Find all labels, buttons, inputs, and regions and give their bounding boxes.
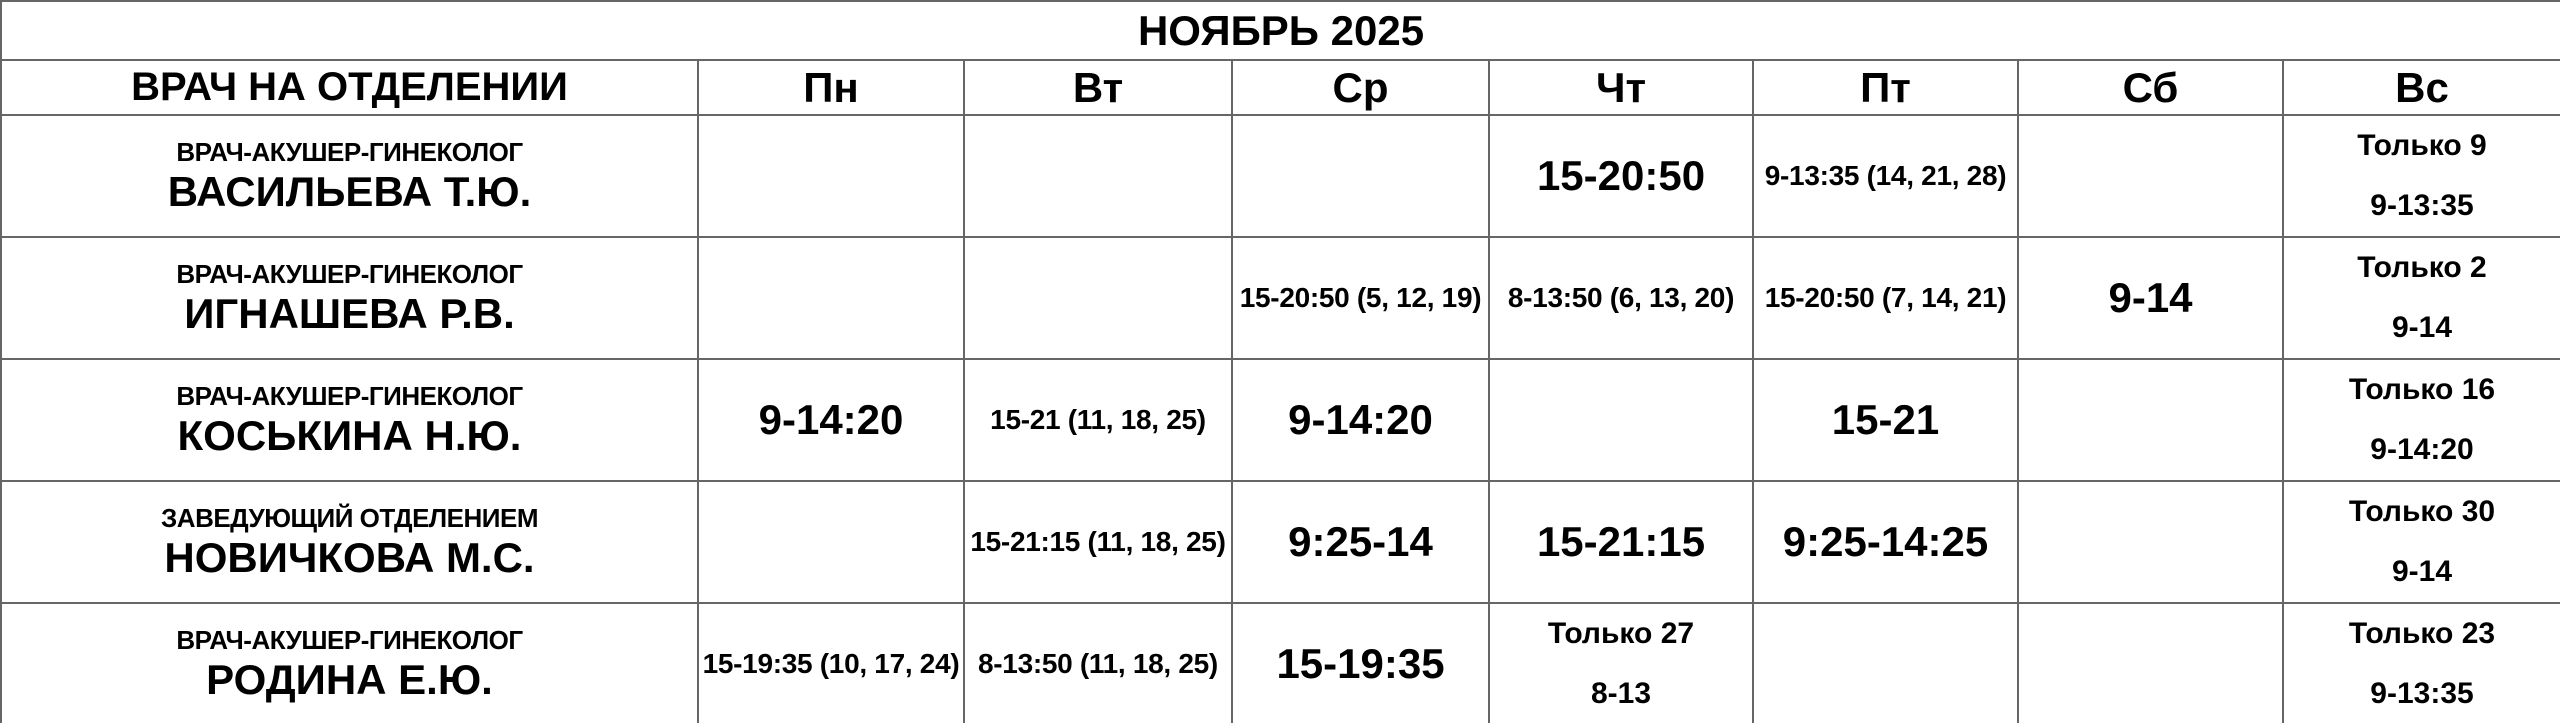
doctor-cell bbox=[1, 115, 698, 237]
schedule-cell-fri: 9-13:35 (14, 21, 28) bbox=[1753, 115, 2018, 237]
schedule-cell-wed: 9-14:20 bbox=[1232, 359, 1489, 481]
day-header-wed: Ср bbox=[1232, 60, 1489, 115]
schedule-cell-wed bbox=[1232, 115, 1489, 237]
schedule-cell-sun: Только 2 9-14 bbox=[2283, 237, 2560, 359]
day-header-sun: Вс bbox=[2283, 60, 2560, 115]
schedule-cell-tue: 15-21 (11, 18, 25) bbox=[964, 359, 1232, 481]
doctor-role: ВРАЧ-АКУШЕР-ГИНЕКОЛОГ bbox=[176, 258, 523, 289]
day-header-tue: Вт bbox=[964, 60, 1232, 115]
schedule-cell-wed: 15-19:35 bbox=[1232, 603, 1489, 723]
schedule-cell-fri bbox=[1753, 603, 2018, 723]
schedule-cell-tue bbox=[964, 115, 1232, 237]
schedule-cell-mon bbox=[698, 237, 964, 359]
doctor-row bbox=[1, 237, 2560, 359]
schedule-cell-thu: Только 27 8-13 bbox=[1489, 603, 1753, 723]
schedule-cell-fri: 9:25-14:25 bbox=[1753, 481, 2018, 603]
schedule-cell-tue bbox=[964, 237, 1232, 359]
schedule-cell-sat bbox=[2018, 359, 2283, 481]
schedule-cell-sun: Только 23 9-13:35 bbox=[2283, 603, 2560, 723]
schedule-cell-wed: 9:25-14 bbox=[1232, 481, 1489, 603]
schedule-cell-mon bbox=[698, 115, 964, 237]
schedule-cell-sun: Только 9 9-13:35 bbox=[2283, 115, 2560, 237]
schedule-cell-sun: Только 16 9-14:20 bbox=[2283, 359, 2560, 481]
doctor-row bbox=[1, 115, 2560, 237]
doctor-name: КОСЬКИНА Н.Ю. bbox=[177, 412, 522, 460]
schedule-cell-thu: 15-20:50 bbox=[1489, 115, 1753, 237]
schedule-cell-mon: 9-14:20 bbox=[698, 359, 964, 481]
schedule-cell-thu: 15-21:15 bbox=[1489, 481, 1753, 603]
schedule-cell-mon bbox=[698, 481, 964, 603]
schedule-cell-wed: 15-20:50 (5, 12, 19) bbox=[1232, 237, 1489, 359]
doctor-role: ВРАЧ-АКУШЕР-ГИНЕКОЛОГ bbox=[176, 136, 523, 167]
day-header-thu: Чт bbox=[1489, 60, 1753, 115]
page-title: НОЯБРЬ 2025 bbox=[1, 1, 2560, 60]
schedule-cell-thu bbox=[1489, 359, 1753, 481]
schedule-cell-tue: 15-21:15 (11, 18, 25) bbox=[964, 481, 1232, 603]
doctor-role: ЗАВЕДУЮЩИЙ ОТДЕЛЕНИЕМ bbox=[161, 502, 538, 533]
day-header-sat: Сб bbox=[2018, 60, 2283, 115]
schedule-cell-fri: 15-20:50 (7, 14, 21) bbox=[1753, 237, 2018, 359]
doctor-row bbox=[1, 603, 2560, 723]
schedule-cell-sat bbox=[2018, 603, 2283, 723]
doctor-column-header: ВРАЧ НА ОТДЕЛЕНИИ bbox=[1, 60, 698, 115]
schedule-cell-thu: 8-13:50 (6, 13, 20) bbox=[1489, 237, 1753, 359]
schedule-cell-tue: 8-13:50 (11, 18, 25) bbox=[964, 603, 1232, 723]
doctor-name: НОВИЧКОВА М.С. bbox=[164, 534, 535, 582]
doctor-cell bbox=[1, 237, 698, 359]
day-header-mon: Пн bbox=[698, 60, 964, 115]
doctor-name: ВАСИЛЬЕВА Т.Ю. bbox=[167, 168, 532, 216]
doctor-role: ВРАЧ-АКУШЕР-ГИНЕКОЛОГ bbox=[176, 624, 523, 655]
doctor-cell bbox=[1, 359, 698, 481]
doctor-name: ИГНАШЕВА Р.В. bbox=[184, 290, 515, 338]
schedule-cell-mon: 15-19:35 (10, 17, 24) bbox=[698, 603, 964, 723]
schedule-cell-fri: 15-21 bbox=[1753, 359, 2018, 481]
doctor-row bbox=[1, 359, 2560, 481]
doctor-cell bbox=[1, 603, 698, 723]
header-row bbox=[1, 60, 2560, 115]
day-header-fri: Пт bbox=[1753, 60, 2018, 115]
doctor-role: ВРАЧ-АКУШЕР-ГИНЕКОЛОГ bbox=[176, 380, 523, 411]
schedule-cell-sat bbox=[2018, 481, 2283, 603]
schedule-cell-sat: 9-14 bbox=[2018, 237, 2283, 359]
doctor-row bbox=[1, 481, 2560, 603]
title-row bbox=[1, 1, 2560, 60]
doctor-name: РОДИНА Е.Ю. bbox=[206, 656, 493, 704]
schedule-cell-sun: Только 30 9-14 bbox=[2283, 481, 2560, 603]
schedule-cell-sat bbox=[2018, 115, 2283, 237]
doctor-cell bbox=[1, 481, 698, 603]
